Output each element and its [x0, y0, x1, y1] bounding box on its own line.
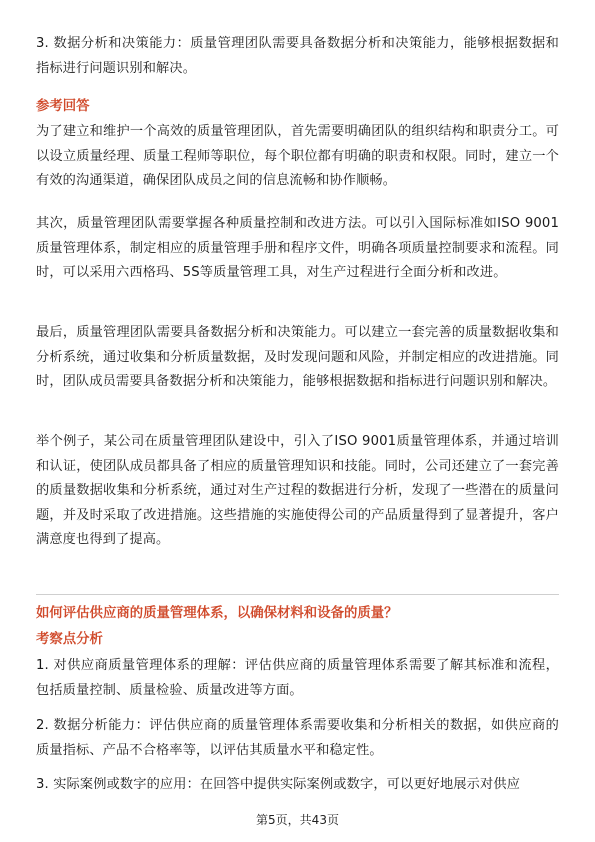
paragraph-example: 举个例子，某公司在质量管理团队建设中，引入了ISO 9001质量管理体系，并通过培训和认证，使团队成员都具备了相应的质量管理知识和技能。同时，公司还建立了一套完善的质量数据收集和分析系统，通过对生产过程的数据进行分析，发现了一些潜在的质量问题，并及时采取了改进措施。这些措施的实施使得公司的产品质量得到了显著提升，客户满意度也得到了提高。 — [36, 434, 559, 547]
analysis-heading: 考察点分析 — [36, 632, 103, 647]
page-number-footer: 第5页，共43页 — [256, 813, 339, 827]
question-heading: 如何评估供应商的质量管理体系，以确保材料和设备的质量？ — [36, 606, 398, 621]
analysis-point-understanding: 1. 对供应商质量管理体系的理解：评估供应商的质量管理体系需要了解其标准和流程，包括质量控制、质量检验、质量改进等方面。 — [36, 658, 559, 698]
analysis-point-data: 2. 数据分析能力：评估供应商的质量管理体系需要收集和分析相关的数据，如供应商的质量指标、产品不合格率等，以评估其质量水平和稳定性。 — [36, 718, 559, 758]
paragraph-data-analysis-point: 3. 数据分析和决策能力：质量管理团队需要具备数据分析和决策能力，能够根据数据和指标进行问题识别和解决。 — [36, 36, 559, 76]
analysis-point-cases: 3. 实际案例或数字的应用：在回答中提供实际案例或数字，可以更好地展示对供应 — [36, 777, 521, 792]
answer-heading: 参考回答 — [36, 99, 90, 114]
paragraph-quality-methods: 其次，质量管理团队需要掌握各种质量控制和改进方法。可以引入国际标准如ISO 9001质量管理体系，制定相应的质量管理手册和程序文件，明确各项质量控制要求和流程。同时，可以采用六西格玛、5S等质量管理工具，对生产过程进行全面分析和改进。 — [36, 216, 559, 280]
paragraph-data-decision: 最后，质量管理团队需要具备数据分析和决策能力。可以建立一套完善的质量数据收集和分析系统，通过收集和分析质量数据，及时发现问题和风险，并制定相应的改进措施。同时，团队成员需要具备数据分析和决策能力，能够根据数据和指标进行问题识别和解决。 — [36, 325, 559, 389]
section-divider — [36, 594, 559, 595]
paragraph-team-structure: 为了建立和维护一个高效的质量管理团队，首先需要明确团队的组织结构和职责分工。可以设立质量经理、质量工程师等职位，每个职位都有明确的职责和权限。同时，建立一个有效的沟通渠道，确保团队成员之间的信息流畅和协作顺畅。 — [36, 124, 559, 188]
